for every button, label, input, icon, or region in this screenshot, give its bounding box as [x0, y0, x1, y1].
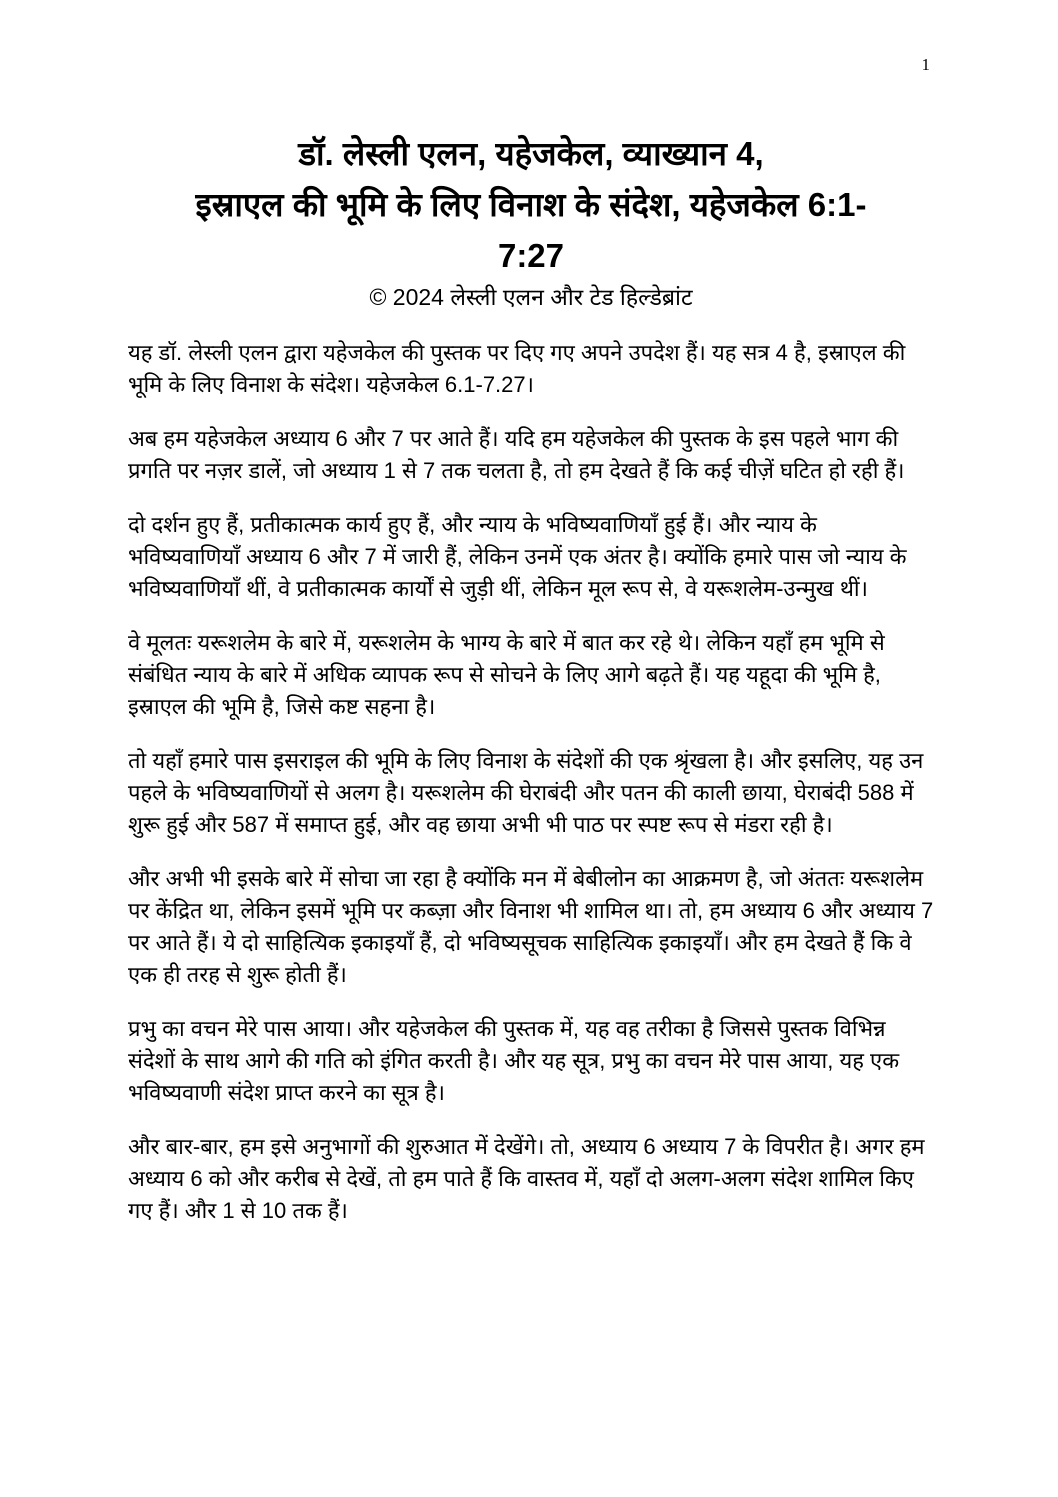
document-body — [128, 337, 934, 1227]
page-number: 1 — [921, 55, 930, 74]
paragraph: दो दर्शन हुए हैं, प्रतीकात्मक कार्य हुए हैं, और न्याय के भविष्यवाणियाँ हुई हैं। और न्याय के भविष्यवाणियाँ अध्याय 6 और 7 में जारी हैं, लेकिन उनमें एक अंतर है। क्योंकि हमारे पास जो न्याय के भविष्यवाणियाँ थीं, वे प्रतीकात्मक कार्यों से जुड़ी थीं, लेकिन मूल रूप से, वे यरूशलेम-उन्मुख थीं। — [128, 512, 907, 601]
paragraph: वे मूलतः यरूशलेम के बारे में, यरूशलेम के भाग्य के बारे में बात कर रहे थे। लेकिन यहाँ हम भूमि से संबंधित न्याय के बारे में अधिक व्यापक रूप से सोचने के लिए आगे बढ़ते हैं। यह यहूदा की भूमि है, इस्राएल की भूमि है, जिसे कष्ट सहना है। — [128, 630, 885, 719]
title-line-1: डॉ. लेस्ली एलन, यहेजकेल, व्याख्यान 4, — [298, 135, 764, 172]
title-line-2: इस्राएल की भूमि के लिए विनाश के संदेश, यहेजकेल 6:1- — [195, 186, 867, 223]
paragraph: प्रभु का वचन मेरे पास आया। और यहेजकेल की पुस्तक में, यह वह तरीका है जिससे पुस्तक विभिन्न संदेशों के साथ आगे की गति को इंगित करती है। और यह सूत्र, प्रभु का वचन मेरे पास आया, यह एक भविष्यवाणी संदेश प्राप्त करने का सूत्र है। — [128, 1016, 900, 1105]
title-line-3: 7:27 — [497, 237, 565, 274]
document-content — [128, 128, 934, 1227]
paragraph: और अभी भी इसके बारे में सोचा जा रहा है क्योंकि मन में बेबीलोन का आक्रमण है, जो अंततः यरूशलेम पर केंद्रित था, लेकिन इसमें भूमि पर कब्ज़ा और विनाश भी शामिल था। तो, हम अध्याय 6 और अध्याय 7 पर आते हैं। ये दो साहित्यिक इकाइयाँ हैं, दो भविष्यसूचक साहित्यिक इकाइयाँ। और हम देखते हैं कि वे एक ही तरह से शुरू होती हैं। — [128, 866, 934, 987]
paragraph: और बार-बार, हम इसे अनुभागों की शुरुआत में देखेंगे। तो, अध्याय 6 अध्याय 7 के विपरीत है। अगर हम अध्याय 6 को और करीब से देखें, तो हम पाते हैं कि वास्तव में, यहाँ दो अलग-अलग संदेश शामिल किए गए हैं। और 1 से 10 तक हैं। — [128, 1134, 925, 1223]
paragraph: तो यहाँ हमारे पास इसराइल की भूमि के लिए विनाश के संदेशों की एक श्रृंखला है। और इसलिए, यह उन पहले के भविष्यवाणियों से अलग है। यरूशलेम की घेराबंदी और पतन की काली छाया, घेराबंदी 588 में शुरू हुई और 587 में समाप्त हुई, और वह छाया अभी भी पाठ पर स्पष्ट रूप से मंडरा रही है। — [128, 748, 924, 837]
copyright-line: © 2024 लेस्ली एलन और टेड हिल्डेब्रांट — [369, 284, 693, 310]
document-title — [128, 128, 934, 281]
paragraph: अब हम यहेजकेल अध्याय 6 और 7 पर आते हैं। यदि हम यहेजकेल की पुस्तक के इस पहले भाग की प्रगति पर नज़र डालें, जो अध्याय 1 से 7 तक चलता है, तो हम देखते हैं कि कई चीज़ें घटित हो रही हैं। — [128, 426, 905, 483]
paragraph: यह डॉ. लेस्ली एलन द्वारा यहेजकेल की पुस्तक पर दिए गए अपने उपदेश हैं। यह सत्र 4 है, इस्राएल की भूमि के लिए विनाश के संदेश। यहेजकेल 6.1-7.27। — [128, 340, 906, 397]
